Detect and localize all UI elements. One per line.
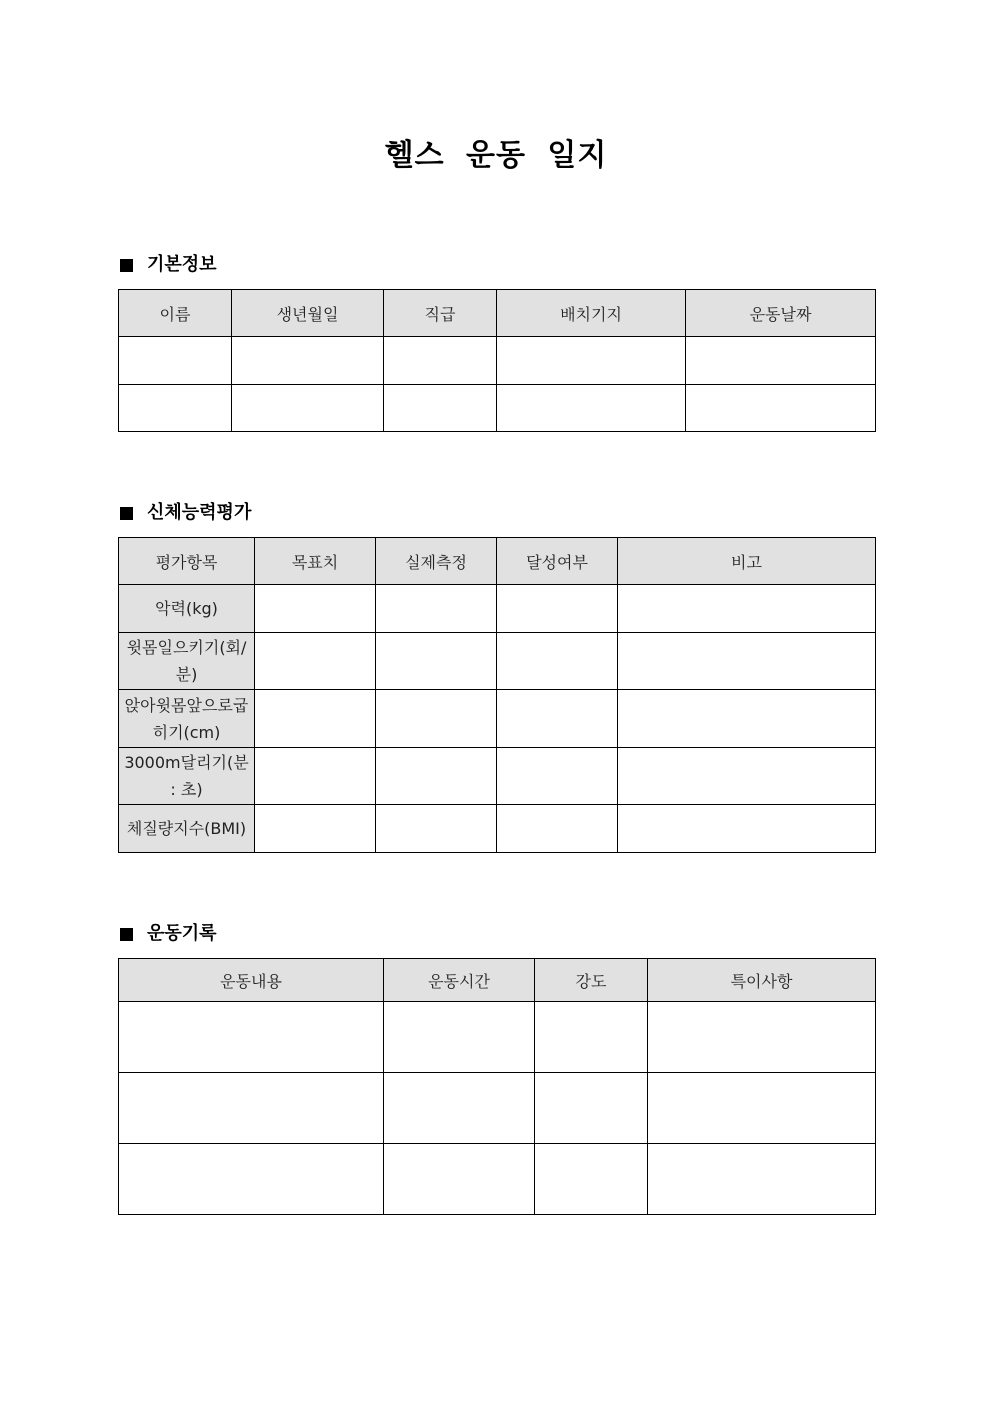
birthdate-cell[interactable] — [232, 337, 384, 385]
target-cell[interactable] — [255, 805, 376, 853]
duration-cell[interactable] — [384, 1144, 535, 1215]
eval-item-label: 앉아윗몸앞으로굽히기(cm) — [119, 690, 255, 748]
table-row — [119, 1002, 876, 1073]
column-header-achieved: 달성여부 — [497, 538, 618, 585]
basic-info-table — [118, 289, 876, 432]
column-header-measured: 실제측정 — [376, 538, 497, 585]
table-header-row — [119, 959, 876, 1002]
remarks-cell[interactable] — [618, 690, 876, 748]
intensity-cell[interactable] — [535, 1073, 648, 1144]
table-header-row — [119, 538, 876, 585]
column-header-birthdate: 생년월일 — [232, 290, 384, 337]
square-bullet-icon — [120, 928, 133, 941]
physical-eval-table — [118, 537, 876, 853]
column-header-target: 목표치 — [255, 538, 376, 585]
measured-cell[interactable] — [376, 585, 497, 633]
eval-item-label: 악력(kg) — [119, 585, 255, 633]
base-cell[interactable] — [497, 337, 686, 385]
column-header-exercise-date: 운동날짜 — [686, 290, 876, 337]
column-header-name: 이름 — [119, 290, 232, 337]
name-cell[interactable] — [119, 337, 232, 385]
target-cell[interactable] — [255, 633, 376, 690]
table-row — [119, 1144, 876, 1215]
duration-cell[interactable] — [384, 1002, 535, 1073]
measured-cell[interactable] — [376, 805, 497, 853]
target-cell[interactable] — [255, 585, 376, 633]
table-row — [119, 805, 876, 853]
content-cell[interactable] — [119, 1144, 384, 1215]
column-header-intensity: 강도 — [535, 959, 648, 1002]
remarks-cell[interactable] — [618, 585, 876, 633]
eval-item-label: 3000m달리기(분 : 초) — [119, 748, 255, 805]
column-header-item: 평가항목 — [119, 538, 255, 585]
section-heading-label: 운동기록 — [147, 923, 217, 944]
intensity-cell[interactable] — [535, 1144, 648, 1215]
notes-cell[interactable] — [648, 1073, 876, 1144]
column-header-remarks: 비고 — [618, 538, 876, 585]
remarks-cell[interactable] — [618, 748, 876, 805]
square-bullet-icon — [120, 259, 133, 272]
intensity-cell[interactable] — [535, 1002, 648, 1073]
exercise-log-table — [118, 958, 876, 1215]
section-heading-exercise-log — [118, 922, 217, 946]
table-row — [119, 1073, 876, 1144]
table-row — [119, 748, 876, 805]
remarks-cell[interactable] — [618, 633, 876, 690]
table-row — [119, 585, 876, 633]
column-header-base: 배치기지 — [497, 290, 686, 337]
content-cell[interactable] — [119, 1073, 384, 1144]
rank-cell[interactable] — [384, 337, 497, 385]
achieved-cell[interactable] — [497, 633, 618, 690]
section-heading-label: 기본정보 — [147, 254, 217, 275]
notes-cell[interactable] — [648, 1144, 876, 1215]
achieved-cell[interactable] — [497, 585, 618, 633]
achieved-cell[interactable] — [497, 690, 618, 748]
achieved-cell[interactable] — [497, 805, 618, 853]
table-header-row — [119, 290, 876, 337]
remarks-cell[interactable] — [618, 805, 876, 853]
section-heading-label: 신체능력평가 — [147, 502, 252, 523]
exercise-date-cell[interactable] — [686, 337, 876, 385]
table-row — [119, 633, 876, 690]
target-cell[interactable] — [255, 748, 376, 805]
rank-cell[interactable] — [384, 385, 497, 432]
exercise-date-cell[interactable] — [686, 385, 876, 432]
name-cell[interactable] — [119, 385, 232, 432]
eval-item-label: 윗몸일으키기(회/분) — [119, 633, 255, 690]
base-cell[interactable] — [497, 385, 686, 432]
section-heading-physical-eval — [118, 501, 251, 525]
content-cell[interactable] — [119, 1002, 384, 1073]
notes-cell[interactable] — [648, 1002, 876, 1073]
table-row — [119, 690, 876, 748]
target-cell[interactable] — [255, 690, 376, 748]
page-title: 헬스 운동 일지 — [384, 138, 608, 173]
column-header-rank: 직급 — [384, 290, 497, 337]
column-header-duration: 운동시간 — [384, 959, 535, 1002]
section-heading-basic-info — [118, 253, 217, 277]
duration-cell[interactable] — [384, 1073, 535, 1144]
table-row — [119, 337, 876, 385]
measured-cell[interactable] — [376, 633, 497, 690]
square-bullet-icon — [120, 507, 133, 520]
achieved-cell[interactable] — [497, 748, 618, 805]
column-header-content: 운동내용 — [119, 959, 384, 1002]
eval-item-label: 체질량지수(BMI) — [119, 805, 255, 853]
measured-cell[interactable] — [376, 690, 497, 748]
column-header-notes: 특이사항 — [648, 959, 876, 1002]
measured-cell[interactable] — [376, 748, 497, 805]
table-row — [119, 385, 876, 432]
birthdate-cell[interactable] — [232, 385, 384, 432]
